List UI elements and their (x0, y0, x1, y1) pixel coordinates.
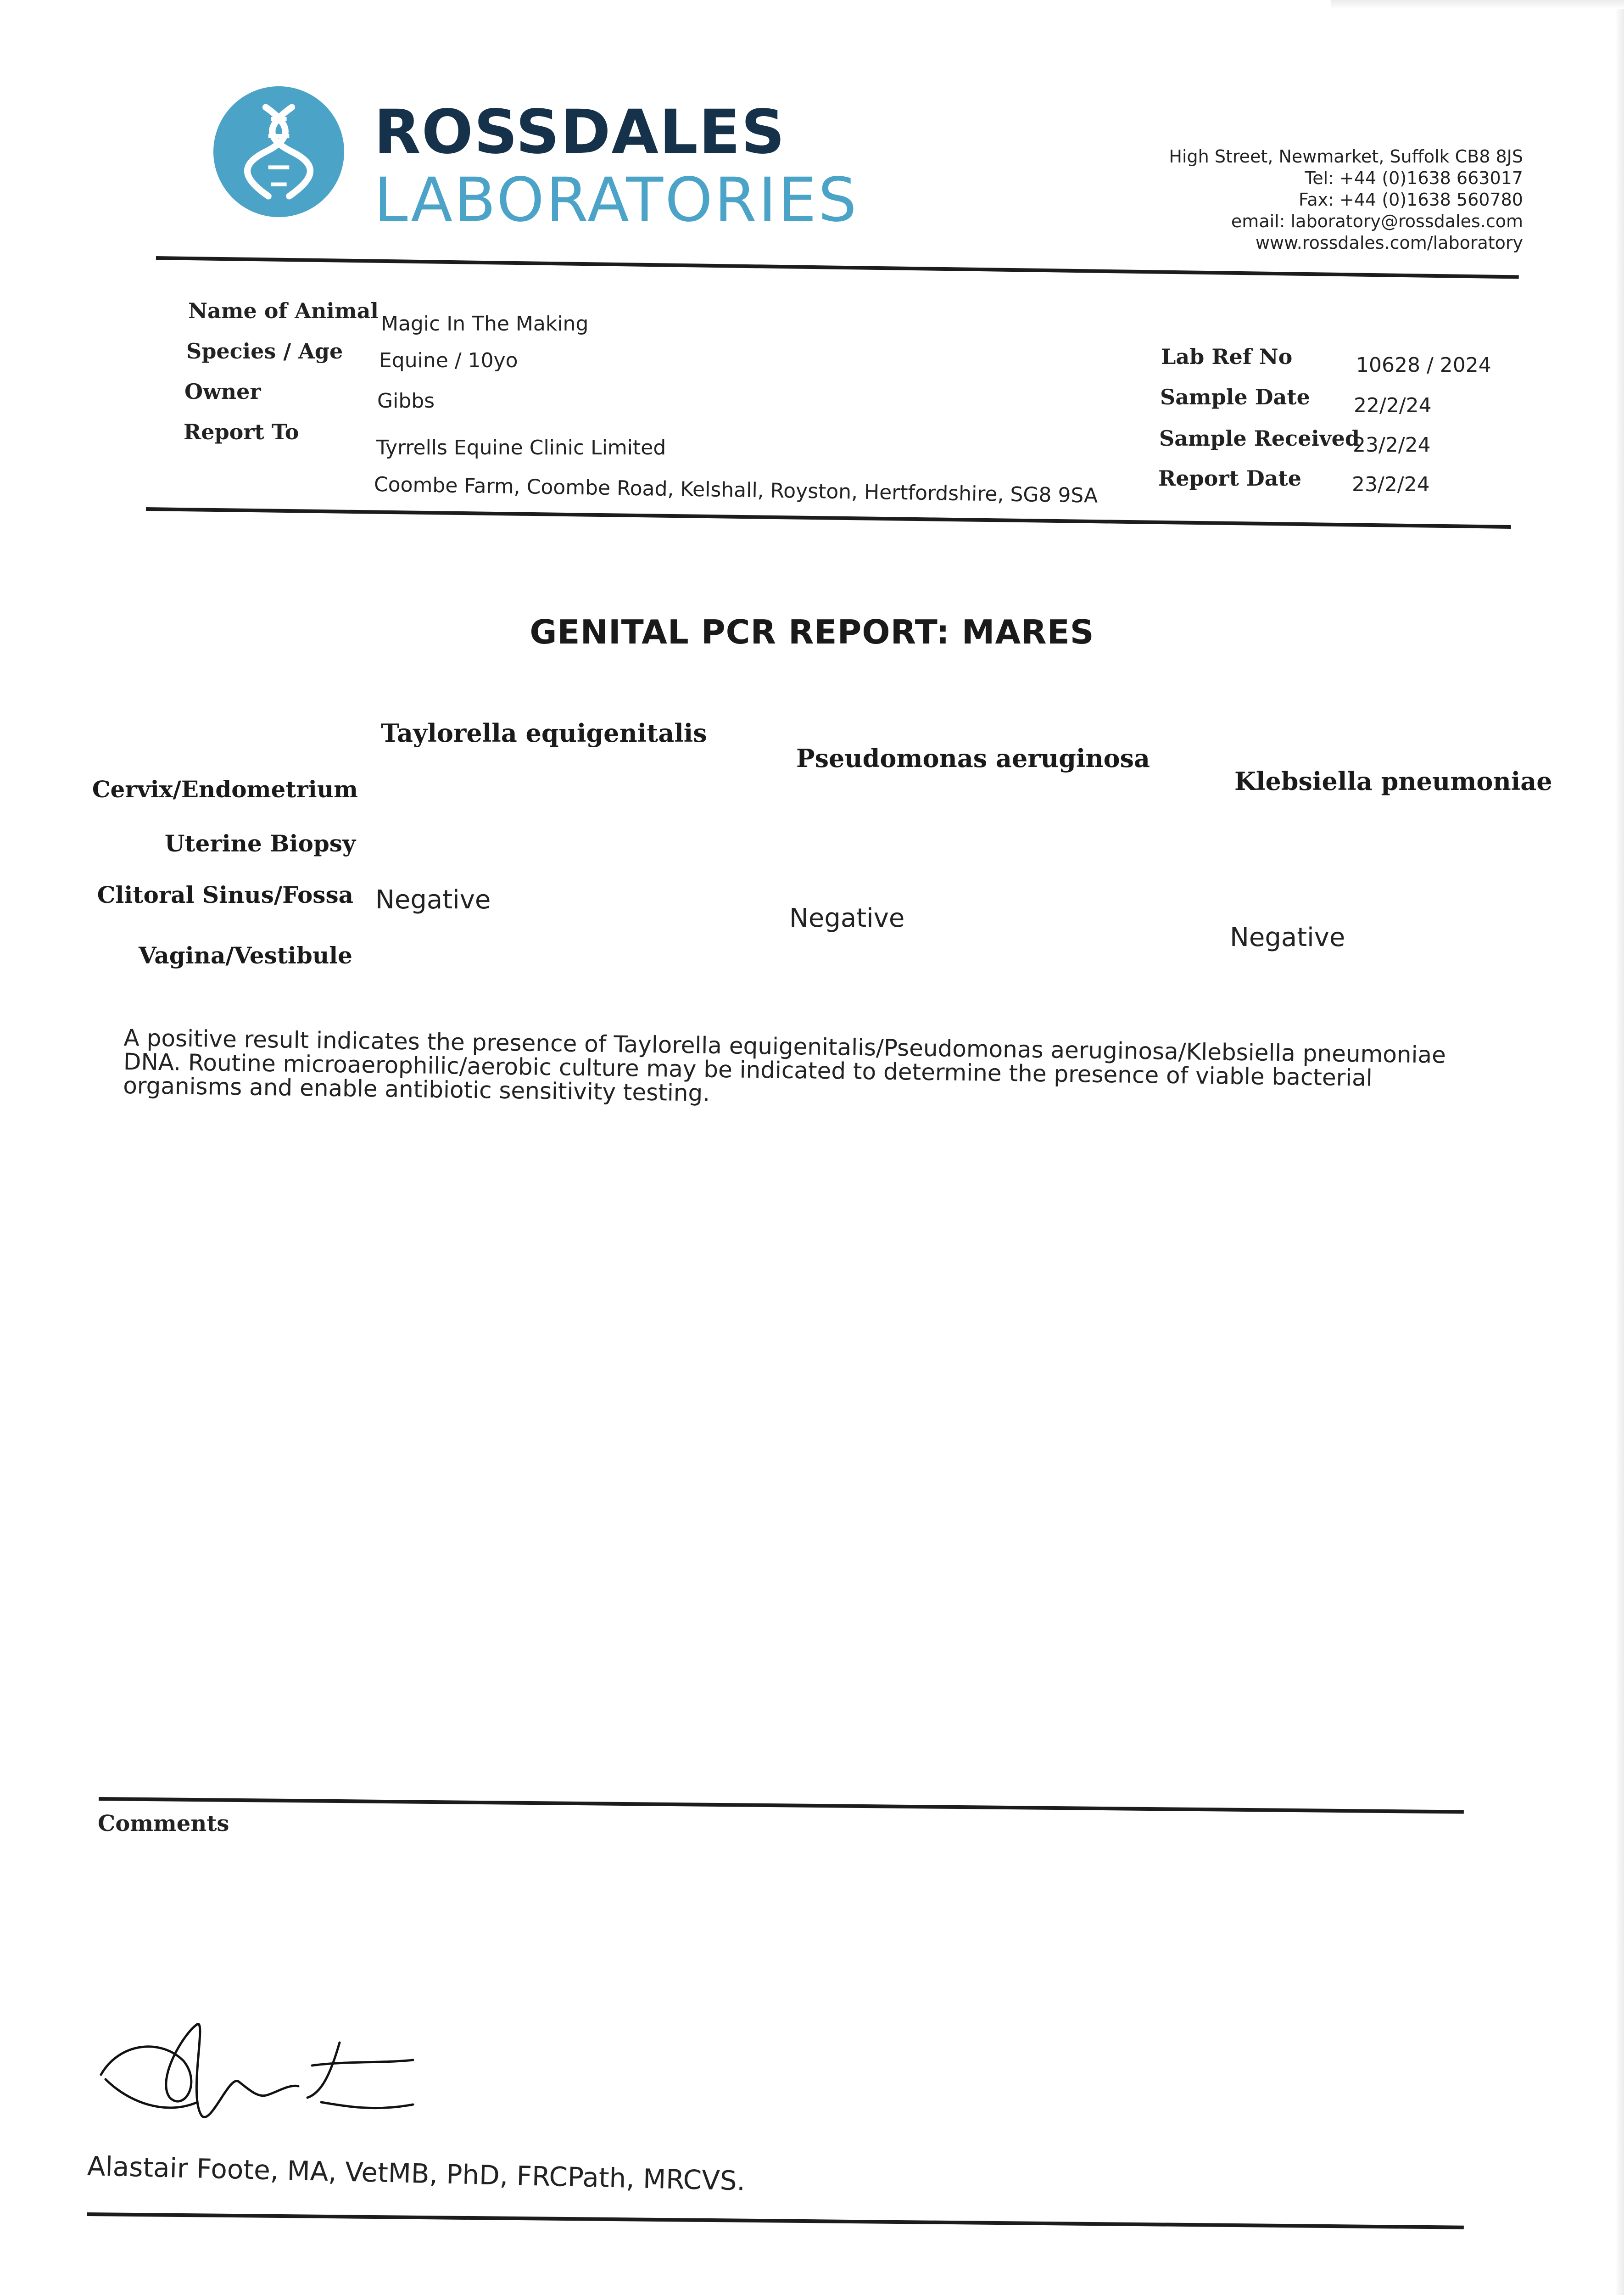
organism-header: Taylorella equigenitalis (381, 718, 707, 748)
site-label: Clitoral Sinus/Fossa (97, 881, 353, 908)
header-divider (156, 256, 1519, 279)
dna-helix-icon (213, 86, 344, 217)
lab-ref-value: 10628 / 2024 (1356, 353, 1491, 377)
scan-edge (1615, 0, 1624, 2295)
site-label: Vagina/Vestibule (139, 942, 352, 969)
species-label: Species / Age (186, 339, 343, 364)
sample-date-label: Sample Date (1160, 385, 1310, 409)
brand-subtitle: LABORATORIES (374, 165, 859, 235)
sample-received-value: 23/2/24 (1353, 433, 1431, 457)
owner-label: Owner (184, 379, 261, 404)
report-to-value: Tyrrells Equine Clinic Limited (376, 436, 666, 459)
result-value: Negative (1230, 923, 1345, 952)
interpretation-note: A positive result indicates the presence of Taylorella equigenitalis/Pseudomonas aeruginosa/Klebsiella pneumoniae DNA. Routine microaerophilic/aerobic culture may be indicated to determine the presence of viable bacterial organisms and enable antibiotic sensitivity testing. (123, 1024, 1446, 1107)
result-value: Negative (789, 903, 905, 933)
owner-value: Gibbs (377, 389, 435, 413)
sample-received-label: Sample Received (1159, 426, 1360, 451)
address-line: Tel: +44 (0)1638 663017 (1305, 168, 1523, 188)
signature (92, 2006, 450, 2144)
organism-header: Klebsiella pneumoniae (1234, 767, 1552, 796)
lab-ref-label: Lab Ref No (1161, 344, 1293, 369)
organism-header: Pseudomonas aeruginosa (796, 744, 1150, 773)
result-value: Negative (375, 885, 491, 915)
footer-divider (87, 2212, 1464, 2229)
site-label: Cervix/Endometrium (92, 776, 358, 803)
signer-name: Alastair Foote, MA, VetMB, PhD, FRCPath, MRCVS. (87, 2150, 746, 2197)
sample-date-value: 22/2/24 (1354, 394, 1432, 417)
comments-divider (99, 1797, 1464, 1814)
report-title: GENITAL PCR REPORT: MARES (530, 613, 1094, 651)
report-date-label: Report Date (1158, 466, 1302, 491)
brand-name: ROSSDALES (374, 97, 786, 168)
site-label: Uterine Biopsy (164, 830, 356, 857)
report-to-address: Coombe Farm, Coombe Road, Kelshall, Royston, Hertfordshire, SG8 9SA (374, 473, 1098, 508)
animal-name-label: Name of Animal (188, 298, 379, 323)
address-line: www.rossdales.com/laboratory (1255, 233, 1523, 253)
address-line: Fax: +44 (0)1638 560780 (1299, 190, 1523, 210)
scan-edge (1331, 0, 1624, 9)
animal-name-value: Magic In The Making (381, 312, 589, 336)
report-date-value: 23/2/24 (1352, 473, 1430, 496)
address-line: email: laboratory@rossdales.com (1231, 211, 1523, 231)
species-value: Equine / 10yo (379, 349, 518, 372)
report-to-label: Report To (184, 420, 299, 444)
comments-label: Comments (98, 1811, 229, 1836)
details-divider (146, 507, 1511, 529)
address-line: High Street, Newmarket, Suffolk CB8 8JS (1169, 146, 1523, 167)
lab-address (1064, 146, 1523, 254)
